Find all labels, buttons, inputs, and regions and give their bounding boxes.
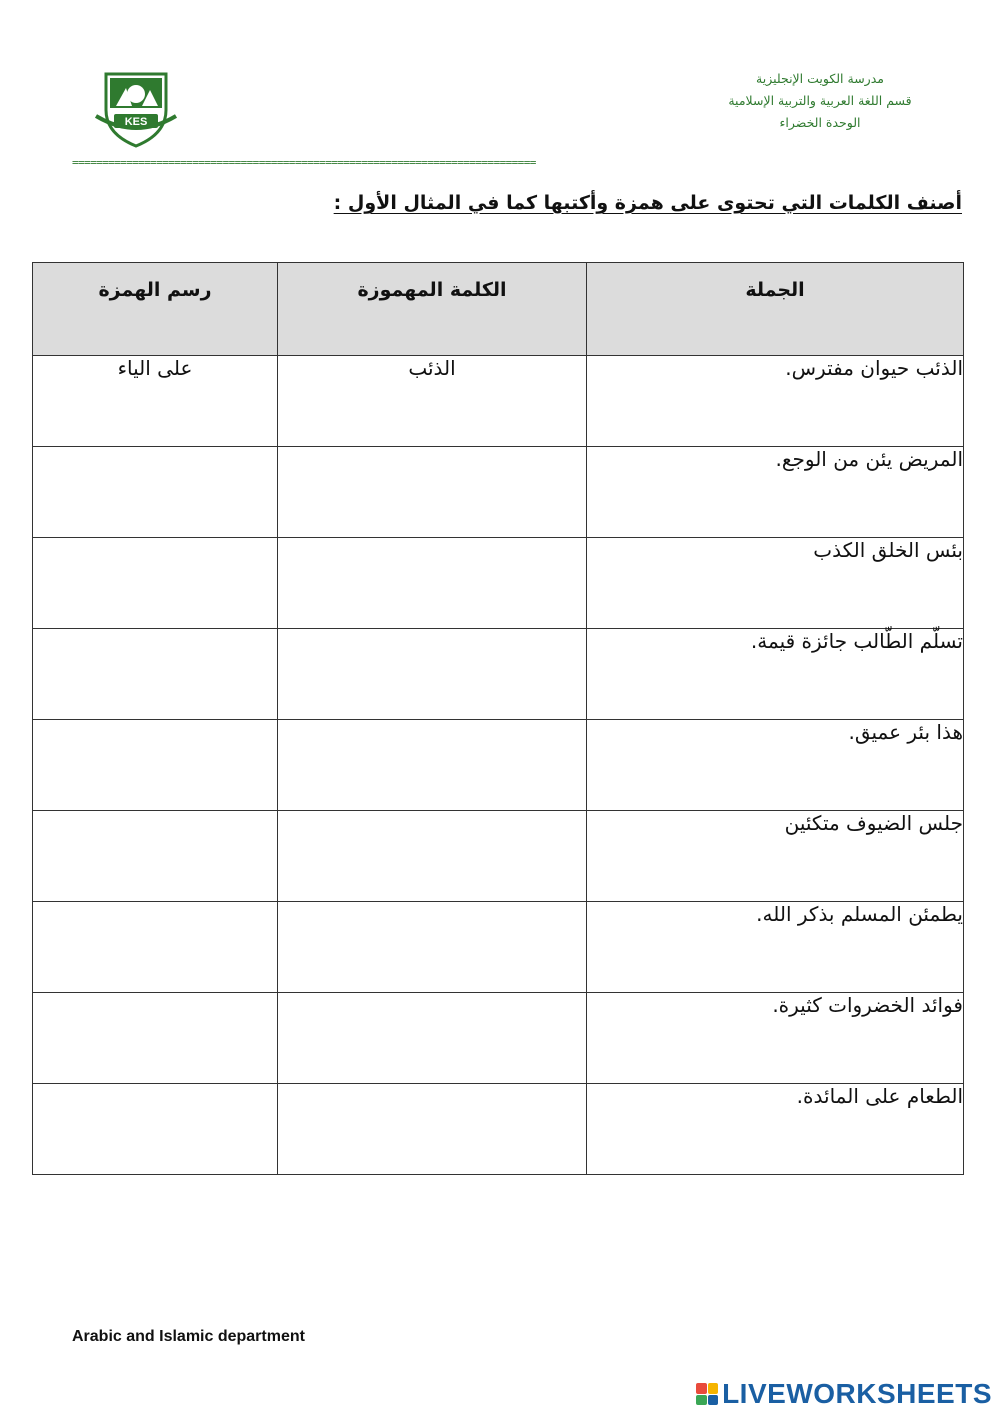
sentence-cell: تسلّم الطّالب جائزة قيمة. xyxy=(587,629,964,720)
hamza-answer-cell[interactable] xyxy=(33,538,278,629)
word-answer-cell[interactable] xyxy=(278,720,587,811)
table-row xyxy=(33,902,964,993)
sentence-cell: بئس الخلق الكذب xyxy=(587,538,964,629)
table-row xyxy=(33,538,964,629)
table-row xyxy=(33,629,964,720)
table-row xyxy=(33,720,964,811)
unit-name: الوحدة الخضراء xyxy=(779,115,861,130)
logo-motto: THE AIM BEYOND SIGHT THE LIFE xyxy=(109,108,163,112)
liveworksheets-brand[interactable] xyxy=(696,1378,992,1410)
hamza-answer-cell[interactable] xyxy=(33,629,278,720)
sentence-cell: المريض يئن من الوجع. xyxy=(587,447,964,538)
school-crest-logo xyxy=(92,70,180,148)
table-row xyxy=(33,447,964,538)
word-answer-cell[interactable]: الذئب xyxy=(278,356,587,447)
word-answer-cell[interactable] xyxy=(278,538,587,629)
hamza-answer-cell[interactable] xyxy=(33,811,278,902)
hamza-answer-cell[interactable] xyxy=(33,720,278,811)
word-answer-cell[interactable] xyxy=(278,993,587,1084)
table-row xyxy=(33,993,964,1084)
word-answer-cell[interactable] xyxy=(278,629,587,720)
instruction-title: أصنف الكلمات التي تحتوى على همزة وأكتبها كما في المثال الأول : xyxy=(333,192,962,214)
school-name: مدرسة الكويت الإنجليزية xyxy=(756,71,884,86)
hamza-answer-cell[interactable] xyxy=(33,447,278,538)
table-row xyxy=(33,1084,964,1175)
table-row xyxy=(33,356,964,447)
word-answer-cell[interactable] xyxy=(278,902,587,993)
sentence-cell: فوائد الخضروات كثيرة. xyxy=(587,993,964,1084)
brand-text: LIVEWORKSHEETS xyxy=(722,1378,992,1409)
hamza-answer-cell[interactable]: على الياء xyxy=(33,356,278,447)
department-footer: Arabic and Islamic department xyxy=(72,1328,305,1345)
table-row xyxy=(33,811,964,902)
sentence-cell: الذئب حيوان مفترس. xyxy=(587,356,964,447)
sentence-cell: يطمئن المسلم بذكر الله. xyxy=(587,902,964,993)
department-name: قسم اللغة العربية والتربية الإسلامية xyxy=(728,93,912,108)
liveworksheets-icon xyxy=(696,1383,718,1405)
word-answer-cell[interactable] xyxy=(278,811,587,902)
header-sentence: الجملة xyxy=(587,263,964,356)
school-header xyxy=(710,68,930,134)
logo-text: KES xyxy=(124,116,148,128)
header-word: الكلمة المهموزة xyxy=(278,263,587,356)
worksheet-table xyxy=(32,262,964,1175)
table-header-row xyxy=(33,263,964,356)
sentence-cell: جلس الضيوف متكئين xyxy=(587,811,964,902)
sentence-cell: الطعام على المائدة. xyxy=(587,1084,964,1175)
hamza-answer-cell[interactable] xyxy=(33,993,278,1084)
word-answer-cell[interactable] xyxy=(278,1084,587,1175)
header-hamza: رسم الهمزة xyxy=(33,263,278,356)
sentence-cell: هذا بئر عميق. xyxy=(587,720,964,811)
hamza-answer-cell[interactable] xyxy=(33,1084,278,1175)
word-answer-cell[interactable] xyxy=(278,447,587,538)
divider-line: ============================================================================= xyxy=(72,156,536,169)
hamza-answer-cell[interactable] xyxy=(33,902,278,993)
